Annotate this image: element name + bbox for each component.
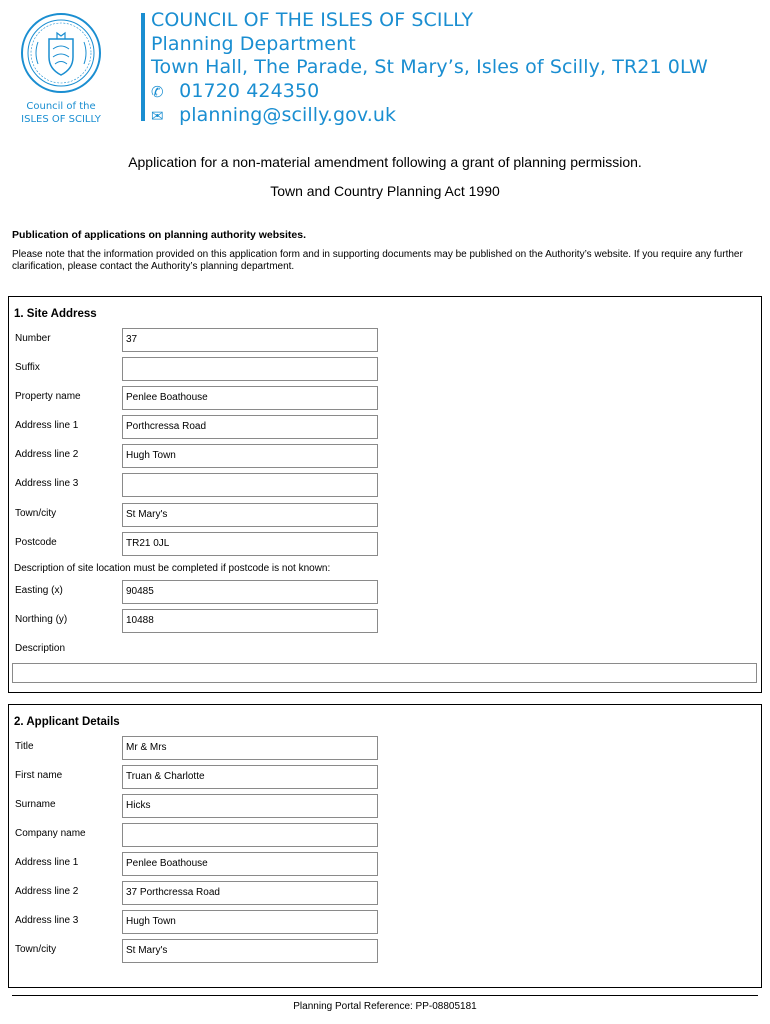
applicant-line1-field[interactable]: Penlee Boathouse <box>122 852 378 876</box>
email-line <box>151 104 708 129</box>
site-line2-field[interactable]: Hugh Town <box>122 444 378 468</box>
applicant-surname-field[interactable]: Hicks <box>122 794 378 818</box>
site-postcode-row <box>9 532 761 556</box>
field-label: Address line 1 <box>15 420 79 431</box>
site-number-row <box>9 328 761 352</box>
field-label: Town/city <box>15 944 57 955</box>
site-line2-row <box>9 444 761 468</box>
phone-line <box>151 80 708 105</box>
field-label: Address line 1 <box>15 857 79 868</box>
applicant-company-row <box>9 823 761 847</box>
council-seal-icon <box>20 12 102 94</box>
phone-number: 01720 424350 <box>179 79 320 102</box>
contact-block <box>151 9 708 129</box>
portal-reference: Planning Portal Reference: PP-08805181 <box>293 1001 477 1012</box>
field-label: Company name <box>15 828 86 839</box>
site-postcode-field[interactable]: TR21 0JL <box>122 532 378 556</box>
field-label: Address line 3 <box>15 915 79 926</box>
department-name: Planning Department <box>151 32 356 55</box>
applicant-first-name-row <box>9 765 761 789</box>
logo-caption <box>20 100 102 126</box>
site-easting-row <box>9 580 761 604</box>
site-description-field[interactable] <box>12 663 757 683</box>
phone-icon: ✆ <box>151 82 164 101</box>
field-label: Title <box>15 741 34 752</box>
site-easting-field[interactable]: 90485 <box>122 580 378 604</box>
council-logo <box>20 12 102 126</box>
field-label: Town/city <box>15 508 57 519</box>
site-northing-field[interactable]: 10488 <box>122 609 378 633</box>
site-property-row <box>9 386 761 410</box>
logo-caption-line2: ISLES OF SCILLY <box>21 114 101 125</box>
field-label: Surname <box>15 799 56 810</box>
site-line1-field[interactable]: Porthcressa Road <box>122 415 378 439</box>
applicant-title-row <box>9 736 761 760</box>
site-number-field[interactable]: 37 <box>122 328 378 352</box>
field-label: Postcode <box>15 537 57 548</box>
header-divider <box>141 13 145 121</box>
field-label: Northing (y) <box>15 614 68 625</box>
site-northing-row <box>9 609 761 633</box>
applicant-line2-row <box>9 881 761 905</box>
applicant-company-field[interactable] <box>122 823 378 847</box>
org-name: COUNCIL OF THE ISLES OF SCILLY <box>151 9 474 31</box>
site-suffix-field[interactable] <box>122 357 378 381</box>
description-label: Description <box>15 643 66 654</box>
council-address: Town Hall, The Parade, St Mary’s, Isles of Scilly, TR21 0LW <box>151 56 708 78</box>
footer-divider <box>12 995 758 996</box>
letterhead <box>0 0 770 135</box>
applicant-surname-row <box>9 794 761 818</box>
site-address-section <box>8 296 762 693</box>
act-title: Town and Country Planning Act 1990 <box>270 183 500 199</box>
applicant-town-row <box>9 939 761 963</box>
applicant-town-field[interactable]: St Mary's <box>122 939 378 963</box>
applicant-line2-field[interactable]: 37 Porthcressa Road <box>122 881 378 905</box>
applicant-line1-row <box>9 852 761 876</box>
applicant-title-field[interactable]: Mr & Mrs <box>122 736 378 760</box>
site-line3-field[interactable] <box>122 473 378 497</box>
applicant-line3-field[interactable]: Hugh Town <box>122 910 378 934</box>
document-title: Application for a non-material amendment following a grant of planning permission. <box>128 154 642 170</box>
publication-note: Please note that the information provided on this application form and in supporting documents may be published on the Authority’s website. If you require any further clarification, please contact the Authority’s planning department. <box>12 249 743 272</box>
field-label: Suffix <box>15 362 40 373</box>
email-icon: ✉ <box>151 107 164 125</box>
field-label: Easting (x) <box>15 585 63 596</box>
email-address[interactable]: planning@scilly.gov.uk <box>179 104 397 126</box>
site-suffix-row <box>9 357 761 381</box>
applicant-details-section <box>8 704 762 988</box>
site-town-field[interactable]: St Mary's <box>122 503 378 527</box>
site-property-field[interactable]: Penlee Boathouse <box>122 386 378 410</box>
site-town-row <box>9 503 761 527</box>
section-title: 2. Applicant Details <box>14 716 120 728</box>
applicant-line3-row <box>9 910 761 934</box>
publication-heading: Publication of applications on planning authority websites. <box>12 229 307 241</box>
field-label: Number <box>15 333 51 344</box>
field-label: First name <box>15 770 63 781</box>
location-note: Description of site location must be completed if postcode is not known: <box>14 563 331 574</box>
section-title: 1. Site Address <box>14 308 97 320</box>
field-label: Address line 2 <box>15 886 79 897</box>
field-label: Property name <box>15 391 81 402</box>
applicant-first-name-field[interactable]: Truan & Charlotte <box>122 765 378 789</box>
field-label: Address line 3 <box>15 478 79 489</box>
field-label: Address line 2 <box>15 449 79 460</box>
site-line1-row <box>9 415 761 439</box>
logo-caption-line1: Council of the <box>26 101 96 112</box>
site-line3-row <box>9 473 761 497</box>
